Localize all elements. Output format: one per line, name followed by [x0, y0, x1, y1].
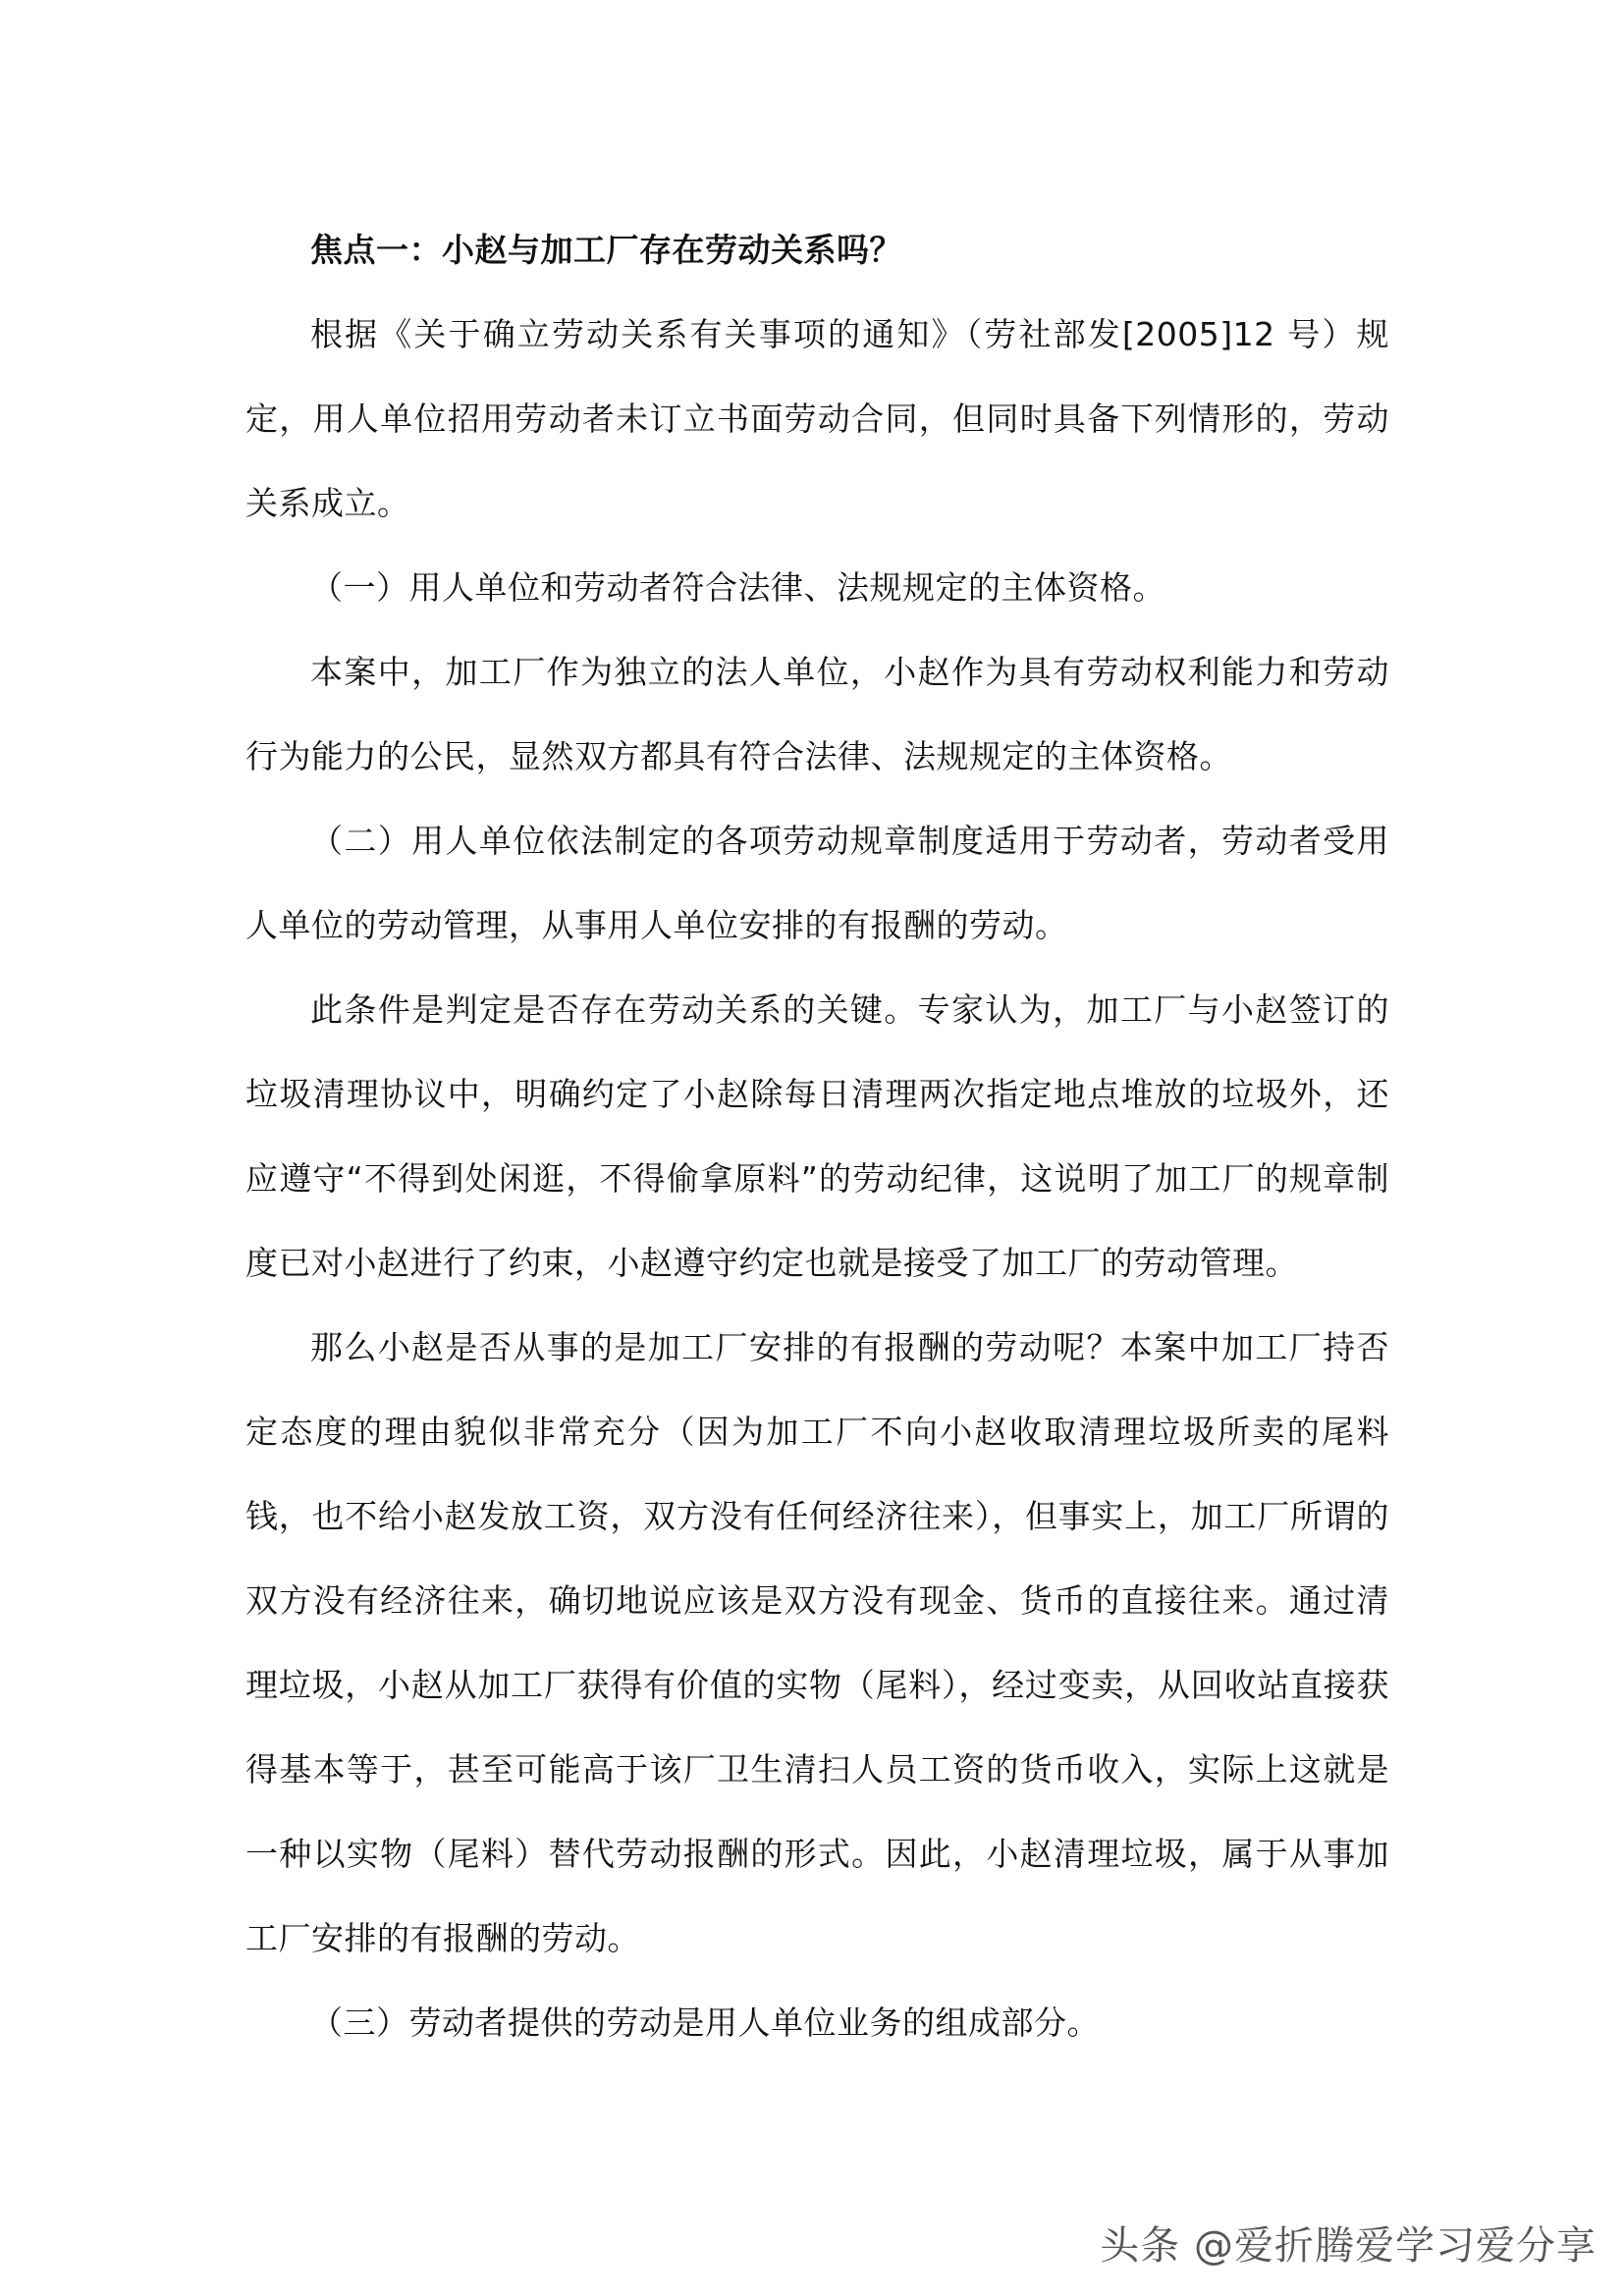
paragraph-6: 那么小赵是否从事的是加工厂安排的有报酬的劳动呢？本案中加工厂持否定态度的理由貌似非常充分（因为加工厂不向小赵收取清理垃圾所卖的尾料钱，也不给小赵发放工资，双方没有任何经济往来），但事实上，加工厂所谓的双方没有经济往来，确切地说应该是双方没有现金、货币的直接往来。通过清理垃圾，小赵从加工厂获得有价值的实物（尾料），经过变卖，从回收站直接获得基本等于，甚至可能高于该厂卫生清扫人员工资的货币收入，实际上这就是一种以实物（尾料）替代劳动报酬的形式。因此，小赵清理垃圾，属于从事加工厂安排的有报酬的劳动。 [245, 1328, 1389, 1957]
watermark: 头条 @爱折腾爱学习爱分享 [1100, 2223, 1597, 2269]
paragraph-7: （三）劳动者提供的劳动是用人单位业务的组成部分。 [310, 2003, 1100, 2042]
paragraph-4: （二）用人单位依法制定的各项劳动规章制度适用于劳动者，劳动者受用人单位的劳动管理，从事用人单位安排的有报酬的劳动。 [245, 822, 1389, 944]
paragraph-1: 根据《关于确立劳动关系有关事项的通知》（劳社部发[2005]12 号）规定，用人单位招用劳动者未订立书面劳动合同，但同时具备下列情形的，劳动关系成立。 [245, 315, 1389, 522]
paragraph-2: （一）用人单位和劳动者符合法律、法规规定的主体资格。 [310, 568, 1165, 607]
document-body [245, 208, 1389, 2065]
section-heading: 焦点一：小赵与加工厂存在劳动关系吗？ [310, 231, 902, 269]
paragraph-3: 本案中，加工厂作为独立的法人单位，小赵作为具有劳动权利能力和劳动行为能力的公民，显然双方都具有符合法律、法规规定的主体资格。 [245, 653, 1389, 775]
paragraph-5: 此条件是判定是否存在劳动关系的关键。专家认为，加工厂与小赵签订的垃圾清理协议中，明确约定了小赵除每日清理两次指定地点堆放的垃圾外，还应遵守“不得到处闲逛，不得偷拿原料”的劳动纪律，这说明了加工厂的规章制度已对小赵进行了约束，小赵遵守约定也就是接受了加工厂的劳动管理。 [245, 990, 1389, 1282]
